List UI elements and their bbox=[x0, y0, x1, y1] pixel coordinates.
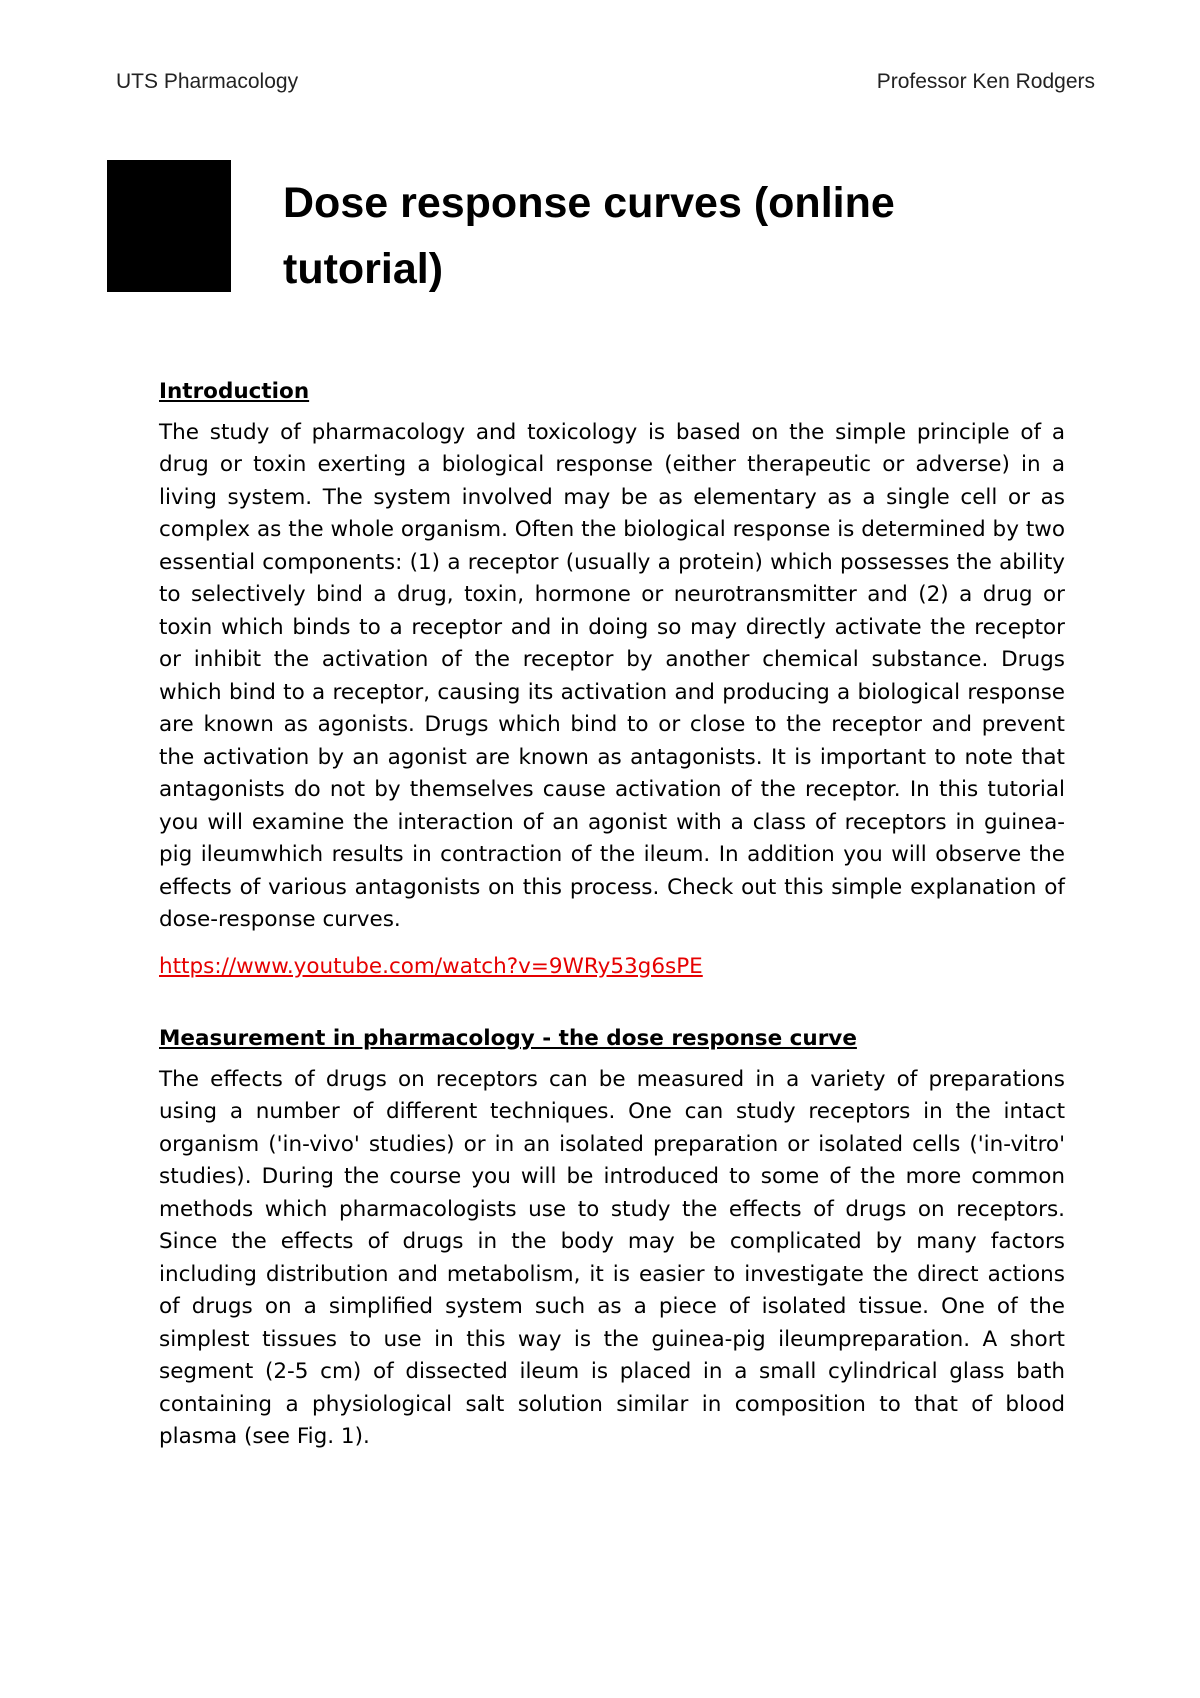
youtube-link[interactable]: https://www.youtube.com/watch?v=9WRy53g6sPE bbox=[159, 953, 703, 979]
logo-block bbox=[107, 160, 231, 292]
document-title-line-2: tutorial) bbox=[283, 245, 444, 293]
header-right-text: Professor Ken Rodgers bbox=[876, 70, 1095, 93]
document-title-line-1: Dose response curves (online bbox=[283, 179, 895, 227]
section-heading-measurement: Measurement in pharmacology - the dose response curve bbox=[159, 1026, 857, 1051]
title-block bbox=[107, 160, 1097, 294]
running-header bbox=[116, 70, 1095, 94]
section-heading-introduction: Introduction bbox=[159, 379, 310, 404]
header-left-text: UTS Pharmacology bbox=[116, 70, 299, 93]
document-title bbox=[283, 170, 1083, 302]
document-body bbox=[159, 376, 1065, 1454]
introduction-paragraph: The study of pharmacology and toxicology is based on the simple principle of a drug or toxin exerting a biological response (either therapeutic or adverse) in a living system. The system involved may be as elementary as a single cell or as complex as the whole organism. Often the biological response is determined by two essential components: (1) a receptor (usually a protein) which possesses the ability to selectively bind a drug, toxin, hormone or neurotransmitter and (2) a drug or toxin which binds to a receptor and in doing so may directly activate the receptor or inhibit the activation of the receptor by another chemical substance. Drugs which bind to a receptor, causing its activation and producing a biological response are known as agonists. Drugs which bind to or close to the receptor and prevent the activation by an agonist are known as antagonists. It is important to note that antagonists do not by themselves cause activation of the receptor. In this tutorial you will examine the interaction of an agonist with a class of receptors in guinea-pig ileumwhich results in contraction of the ileum. In addition you will observe the effects of various antagonists on this process. Check out this simple explanation of dose-response curves. bbox=[159, 419, 1065, 932]
section-spacer bbox=[159, 983, 1065, 1023]
measurement-paragraph: The effects of drugs on receptors can be measured in a variety of preparations using a number of different techniques. One can study receptors in the intact organism ('in-vivo' studies) or in an isolated preparation or isolated cells ('in-vitro' studies). During the course you will be introduced to some of the more common methods which pharmacologists use to study the effects of drugs on receptors. Since the effects of drugs in the body may be complicated by many factors including distribution and metabolism, it is easier to investigate the direct actions of drugs on a simplified system such as a piece of isolated tissue. One of the simplest tissues to use in this way is the guinea-pig ileumpreparation. A short segment (2-5 cm) of dissected ileum is placed in a small cylindrical glass bath containing a physiological salt solution similar in composition to that of blood plasma (see Fig. 1). bbox=[159, 1066, 1065, 1449]
